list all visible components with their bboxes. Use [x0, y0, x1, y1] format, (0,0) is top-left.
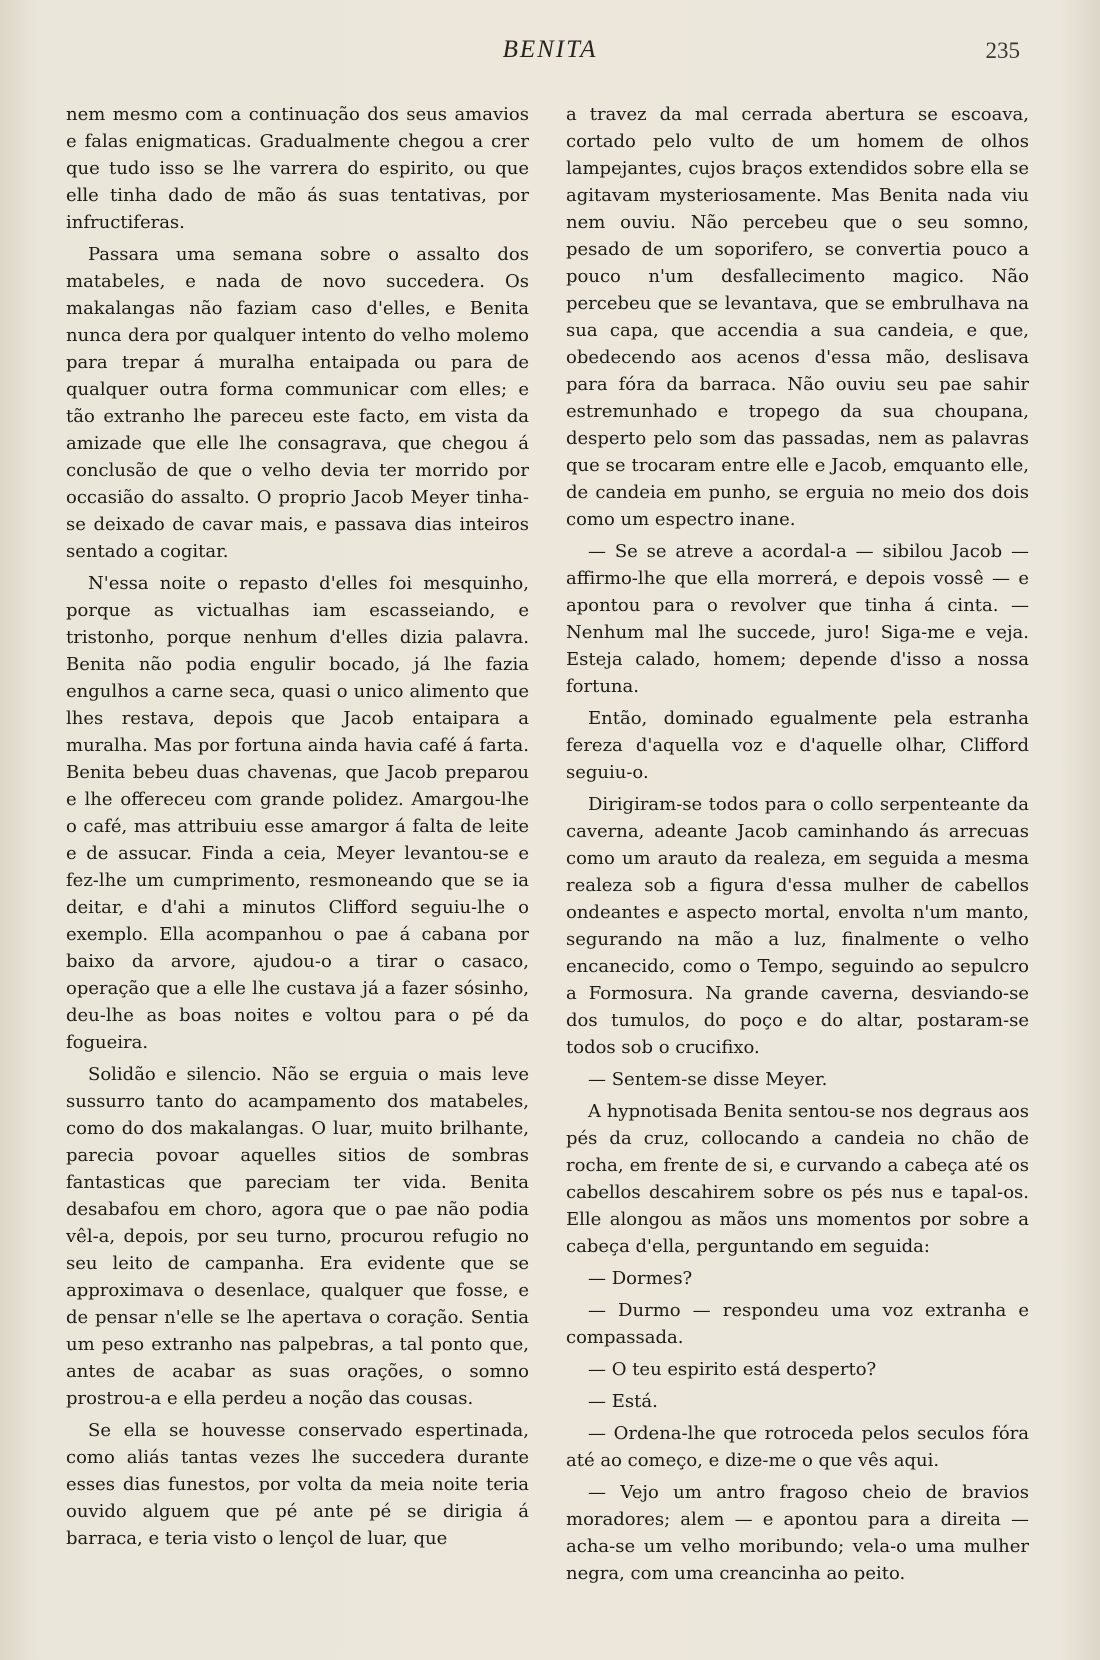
left-column: [66, 101, 529, 1557]
paragraph: N'essa noite o repasto d'elles foi mesquinho, porque as victualhas iam escasseiando, e tristonho, porque nenhum d'elles dizia palavra. Benita não podia engulir bocado, já lhe fazia engulhos a carne seca, quasi o unico alimento que lhes restava, depois que Jacob entaipara a muralha. Mas por fortuna ainda havia café á farta. Benita bebeu duas chavenas, que Jacob preparou e lhe offereceu com grande polidez. Amargou-lhe o café, mas attribuiu esse amargor á falta de leite e de assucar. Finda a ceia, Meyer levantou-se e fez-lhe um cumprimento, resmoneando que se ia deitar, e d'ahi a minutos Clifford seguiu-lhe o exemplo. Ella acompanhou o pae á cabana por baixo da arvore, ajudou-o a tirar o casaco, operação que a elle lhe custava já a fazer sósinho, deu-lhe as boas noites e voltou para o pé da fogueira.: [66, 573, 529, 1053]
paragraph: — Está.: [588, 1391, 658, 1412]
paragraph: A hypnotisada Benita sentou-se nos degraus aos pés da cruz, collocando a candeia no chão de rocha, em frente de si, e curvando a cabeça até os cabellos descahirem sobre os pés nus e tapal-os. Elle alongou as mãos uns momentos por sobre a cabeça d'ella, perguntando em seguida:: [566, 1101, 1029, 1257]
paragraph: — Vejo um antro fragoso cheio de bravios moradores; alem — e apontou para a direita — acha-se um velho moribundo; vela-o uma mulher negra, com uma creancinha ao peito.: [566, 1482, 1029, 1584]
paragraph: Dirigiram-se todos para o collo serpenteante da caverna, adeante Jacob caminhando ás arrecuas como um arauto da realeza, em seguida a mesma realeza sob a figura d'essa mulher de cabellos ondeantes e aspecto mortal, envolta n'um manto, segurando na mão a luz, finalmente o velho encanecido, como o Tempo, seguindo ao sepulcro a Formosura. Na grande caverna, desviando-se dos tumulos, do poço e do altar, postaram-se todos sob o crucifixo.: [566, 794, 1029, 1058]
paragraph: — O teu espirito está desperto?: [588, 1359, 877, 1380]
paragraph: Se ella se houvesse conservado espertinada, como aliás tantas vezes lhe succedera durante esses dias funestos, por volta da meia noite teria ouvido alguem que pé ante pé se dirigia á barraca, e teria visto o lençol de luar, que: [66, 1420, 529, 1549]
running-title: BENITA: [502, 36, 598, 63]
paragraph: a travez da mal cerrada abertura se escoava, cortado pelo vulto de um homem de olhos lampejantes, cujos braços extendidos sobre ella se agitavam mysteriosamente. Mas Benita nada viu nem ouviu. Não percebeu que o seu somno, pesado de um soporifero, se convertia pouco a pouco n'um desfallecimento magico. Não percebeu que se levantava, que se embrulhava na sua capa, que accendia a sua candeia, e que, obedecendo aos acenos d'essa mão, deslisava para fóra da barraca. Não ouviu seu pae sahir estremunhado e tropego da sua choupana, desperto pelo som das passadas, nem as palavras que se trocaram entre elle e Jacob, emquanto elle, de candeia em punho, se erguia no meio dos dois como um espectro inane.: [566, 104, 1029, 530]
paragraph: nem mesmo com a continuação dos seus amavios e falas enigmaticas. Gradualmente chegou a crer que tudo isso se lhe varrera do espirito, ou que elle tinha dado de mão ás suas tentativas, por infructiferas.: [66, 104, 529, 233]
paragraph: Passara uma semana sobre o assalto dos matabeles, e nada de novo succedera. Os makalangas não faziam caso d'elles, e Benita nunca dera por qualquer intento do velho molemo para trepar á muralha entaipada ou para de qualquer outra forma communicar com elles; e tão extranho lhe pareceu este facto, em vista da amizade que elle lhe consagrava, que chegou á conclusão de que o velho devia ter morrido por occasião do assalto. O proprio Jacob Meyer tinha-se deixado de cavar mais, e passava dias inteiros sentado a cogitar.: [66, 244, 529, 562]
paragraph: — Dormes?: [588, 1268, 693, 1289]
right-column: [566, 101, 1029, 1592]
paragraph: — Durmo — respondeu uma voz extranha e compassada.: [566, 1300, 1029, 1348]
paragraph: — Sentem-se disse Meyer.: [588, 1069, 828, 1090]
paragraph: — Ordena-lhe que rotroceda pelos seculos fóra até ao começo, e dize-me o que vês aqui.: [566, 1423, 1029, 1471]
page-number: 235: [985, 38, 1020, 63]
paragraph: — Se se atreve a acordal-a — sibilou Jacob — affirmo-lhe que ella morrerá, e depois vossê — e apontou para o revolver que tinha á cinta. — Nenhum mal lhe succede, juro! Siga-me e veja. Esteja calado, homem; depende d'isso a nossa fortuna.: [566, 541, 1029, 697]
paragraph: Então, dominado egualmente pela estranha fereza d'aquella voz e d'aquelle olhar, Clifford seguiu-o.: [566, 708, 1029, 783]
paragraph: Solidão e silencio. Não se erguia o mais leve sussurro tanto do acampamento dos matabeles, como do dos makalangas. O luar, muito brilhante, parecia povoar aquelles sitios de sombras fantasticas que pareciam ter vida. Benita desabafou em choro, agora que o pae não podia vêl-a, depois, por seu turno, procurou refugio no seu leito de campanha. Era evidente que se approximava o desenlace, qualquer que fosse, e de pensar n'elle se lhe apertava o coração. Sentia um peso extranho nas palpebras, a tal ponto que, antes de acabar as suas orações, o somno prostrou-a e ella perdeu a noção das cousas.: [66, 1064, 529, 1409]
